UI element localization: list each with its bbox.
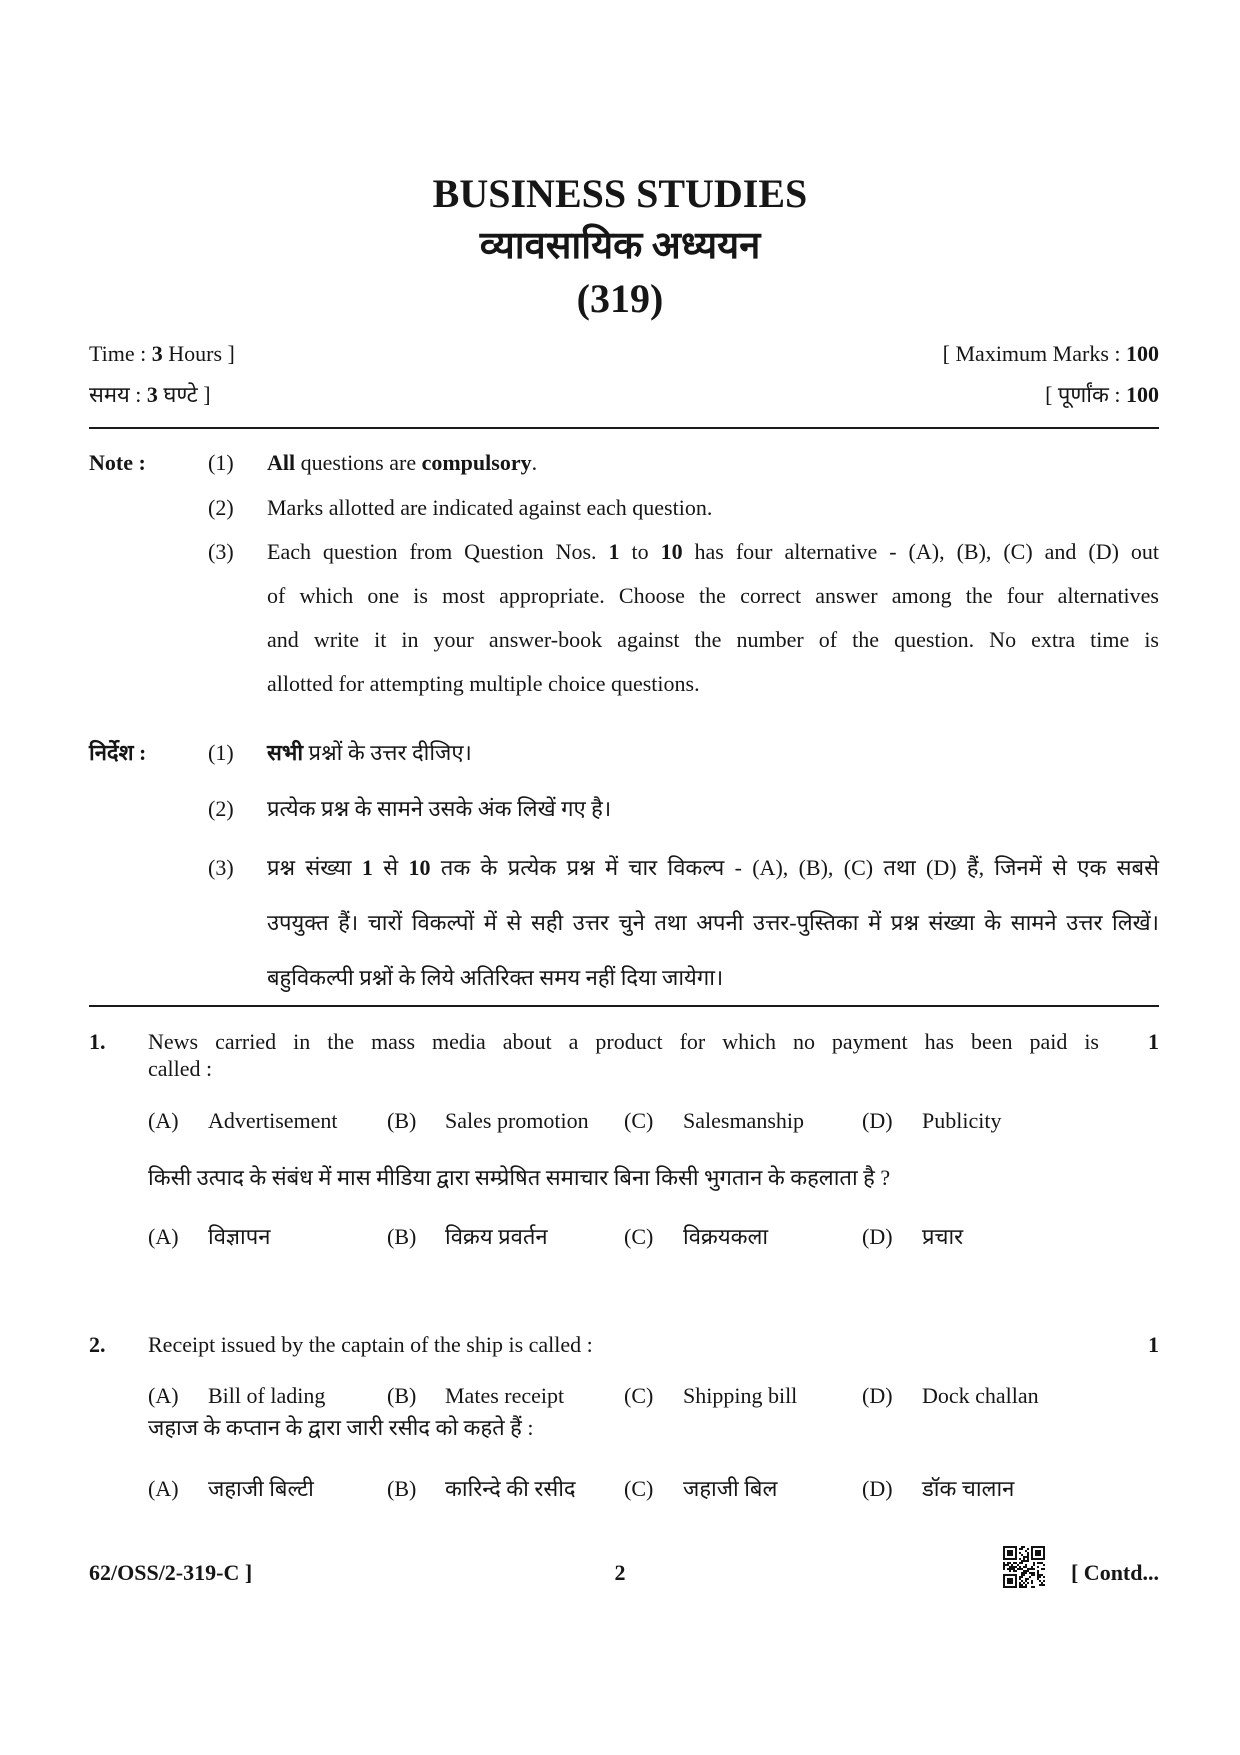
option-a-text: Advertisement bbox=[208, 1108, 338, 1133]
note-emphasis: 1 bbox=[608, 539, 620, 564]
page-number: 2 bbox=[614, 1560, 626, 1585]
note-emphasis: All bbox=[267, 450, 296, 475]
note-segment-hi: प्रश्नों के उत्तर दीजिए। bbox=[303, 740, 472, 765]
maximum-marks-en bbox=[943, 339, 1159, 369]
note-segment-hi: प्रत्येक प्रश्न के सामने उसके अंक लिखें गए है। bbox=[267, 796, 612, 821]
continued-label: [ Contd... bbox=[1070, 1560, 1159, 1585]
note-number: (1) bbox=[208, 450, 234, 475]
note-segment-hi: बहुविकल्पी प्रश्नों के लिये अतिरिक्त समय नहीं दिया जायेगा। bbox=[267, 965, 724, 990]
option-d-text: Publicity bbox=[922, 1108, 1002, 1133]
option-c-label: (C) bbox=[624, 1224, 654, 1249]
option-d-label: (D) bbox=[862, 1224, 893, 1249]
question-2-text-en bbox=[148, 1330, 1099, 1360]
subject-code: (319) bbox=[576, 276, 664, 321]
note-segment-hi: उपयुक्त हैं। चारों विकल्पों में से सही उत्तर चुने तथा अपनी उत्तर-पुस्तिका में प्रश्न संख्या के सामने उत्तर लिखें। bbox=[267, 910, 1159, 935]
option-a-text: विज्ञापन bbox=[208, 1224, 271, 1249]
note-segment-hi: तक के प्रत्येक प्रश्न में चार विकल्प - (A), (B), (C) तथा (D) हैं, जिनमें से एक सबसे bbox=[430, 855, 1159, 880]
note-text-hi bbox=[267, 794, 1159, 824]
divider-bottom bbox=[89, 1005, 1159, 1007]
note-segment: questions are bbox=[295, 450, 422, 475]
note-number-hi: (3) bbox=[208, 855, 234, 880]
note-emphasis-hi: 10 bbox=[408, 855, 431, 880]
option-d-label: (D) bbox=[862, 1476, 893, 1501]
note-text bbox=[267, 448, 1159, 478]
option-d-label: (D) bbox=[862, 1383, 893, 1408]
maximum-marks-hi bbox=[1045, 380, 1159, 410]
marks-label-hi: [ पूर्णांक : bbox=[1045, 382, 1126, 407]
option-b-label: (B) bbox=[387, 1224, 417, 1249]
note-emphasis: 10 bbox=[660, 539, 683, 564]
note-segment-hi: प्रश्न संख्या bbox=[267, 855, 362, 880]
question-text-line: Receipt issued by the captain of the ship is called : bbox=[148, 1332, 593, 1357]
note-text-line bbox=[267, 530, 1159, 574]
note-segment: of which one is most appropriate. Choose the correct answer among the four alternatives bbox=[267, 583, 1159, 608]
question-1-marks: 1 bbox=[1148, 1029, 1159, 1054]
qr-modules bbox=[1003, 1546, 1045, 1588]
time-unit-hi: घण्टे ] bbox=[157, 382, 211, 407]
note-emphasis: compulsory bbox=[421, 450, 532, 475]
option-c-text: Shipping bill bbox=[683, 1383, 798, 1408]
time-allowed-hi bbox=[89, 380, 211, 410]
question-1-text-en bbox=[148, 1028, 1099, 1082]
time-allowed-en bbox=[89, 339, 235, 369]
note-heading-hi: निर्देश : bbox=[89, 740, 147, 765]
divider-top bbox=[89, 427, 1159, 429]
note-text-line bbox=[267, 618, 1159, 662]
option-c-text: Salesmanship bbox=[683, 1108, 804, 1133]
option-a-label: (A) bbox=[148, 1476, 179, 1501]
note-text-line-hi bbox=[267, 840, 1159, 895]
option-c-label: (C) bbox=[624, 1476, 654, 1501]
option-b-text: विक्रय प्रवर्तन bbox=[445, 1224, 548, 1249]
note-number: (2) bbox=[208, 495, 234, 520]
question-1-options-hi bbox=[0, 1222, 1240, 1252]
note-segment: . bbox=[531, 450, 538, 475]
note-segment: Marks allotted are indicated against each question. bbox=[267, 495, 713, 520]
question-text-line: News carried in the mass media about a product for which no payment has been paid is bbox=[148, 1029, 1099, 1054]
option-d-label: (D) bbox=[862, 1108, 893, 1133]
option-c-text: विक्रयकला bbox=[683, 1224, 769, 1249]
time-value: 3 bbox=[151, 341, 163, 366]
note-segment: allotted for attempting multiple choice questions. bbox=[267, 671, 700, 696]
option-d-text: Dock challan bbox=[922, 1383, 1039, 1408]
option-c-label: (C) bbox=[624, 1108, 654, 1133]
note-text-line-hi bbox=[267, 895, 1159, 950]
time-value-hi: 3 bbox=[146, 382, 158, 407]
option-b-text: कारिन्दे की रसीद bbox=[445, 1476, 576, 1501]
question-1-text-hi: किसी उत्पाद के संबंध में मास मीडिया द्वारा सम्प्रेषित समाचार बिना किसी भुगतान के कहलाता है ? bbox=[148, 1165, 891, 1190]
marks-value-hi: 100 bbox=[1126, 382, 1159, 407]
marks-value: 100 bbox=[1126, 341, 1159, 366]
note-number-hi: (1) bbox=[208, 740, 234, 765]
paper-code: 62/OSS/2-319-C ] bbox=[89, 1560, 253, 1585]
option-c-label: (C) bbox=[624, 1383, 654, 1408]
note-emphasis-hi: 1 bbox=[361, 855, 373, 880]
note-segment: to bbox=[619, 539, 661, 564]
time-label: Time : bbox=[89, 341, 152, 366]
note-heading-en: Note : bbox=[89, 450, 146, 475]
option-c-text: जहाजी बिल bbox=[683, 1476, 778, 1501]
option-a-label: (A) bbox=[148, 1383, 179, 1408]
question-1-number: 1. bbox=[89, 1029, 106, 1054]
time-unit: Hours ] bbox=[162, 341, 235, 366]
note-emphasis-hi: सभी bbox=[267, 740, 304, 765]
paper-title-hi: व्यावसायिक अध्ययन bbox=[479, 225, 761, 267]
note-segment: and write it in your answer-book against the number of the question. No extra time is bbox=[267, 627, 1159, 652]
note-text-hi bbox=[267, 840, 1159, 1005]
option-b-label: (B) bbox=[387, 1108, 417, 1133]
question-2-options-en bbox=[0, 1381, 1240, 1411]
note-text-line-hi bbox=[267, 950, 1159, 1005]
note-segment: has four alternative - (A), (B), (C) and (D) out bbox=[682, 539, 1160, 564]
question-2-text-hi: जहाज के कप्तान के द्वारा जारी रसीद को कहते हैं : bbox=[148, 1415, 534, 1440]
option-a-text: Bill of lading bbox=[208, 1383, 326, 1408]
time-label-hi: समय : bbox=[89, 382, 147, 407]
option-a-text: जहाजी बिल्टी bbox=[208, 1476, 314, 1501]
note-segment-hi: से bbox=[372, 855, 409, 880]
note-text-line bbox=[267, 574, 1159, 618]
note-segment: Each question from Question Nos. bbox=[267, 539, 609, 564]
note-number: (3) bbox=[208, 539, 234, 564]
note-text-line bbox=[267, 662, 1159, 706]
note-text bbox=[267, 493, 1159, 523]
note-number-hi: (2) bbox=[208, 796, 234, 821]
question-2-number: 2. bbox=[89, 1332, 106, 1357]
marks-label: [ Maximum Marks : bbox=[942, 341, 1126, 366]
option-b-label: (B) bbox=[387, 1383, 417, 1408]
option-d-text: डॉक चालान bbox=[922, 1476, 1015, 1501]
question-text-line: called : bbox=[148, 1056, 213, 1081]
option-d-text: प्रचार bbox=[922, 1224, 964, 1249]
option-a-label: (A) bbox=[148, 1224, 179, 1249]
option-b-text: Sales promotion bbox=[445, 1108, 589, 1133]
question-2-options-hi bbox=[0, 1474, 1240, 1504]
note-text bbox=[267, 530, 1159, 706]
question-1-options-en bbox=[0, 1106, 1240, 1136]
note-text-hi bbox=[267, 738, 1159, 768]
qr-code-icon bbox=[1003, 1546, 1045, 1588]
paper-title-en: BUSINESS STUDIES bbox=[432, 171, 808, 216]
option-b-text: Mates receipt bbox=[445, 1383, 565, 1408]
option-a-label: (A) bbox=[148, 1108, 179, 1133]
question-2-marks: 1 bbox=[1148, 1332, 1159, 1357]
option-b-label: (B) bbox=[387, 1476, 417, 1501]
